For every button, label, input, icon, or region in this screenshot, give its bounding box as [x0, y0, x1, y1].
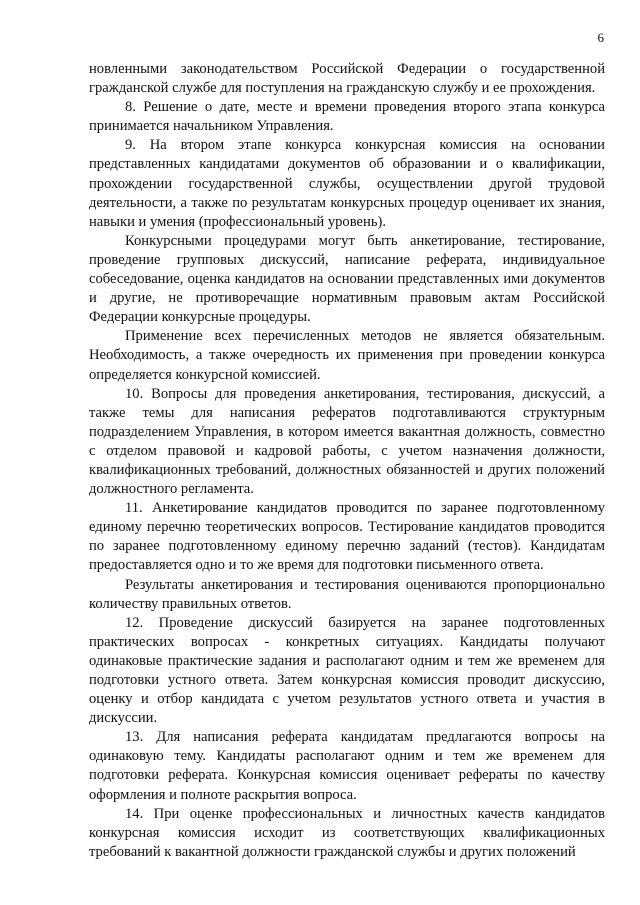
paragraph-item-10: 10. Вопросы для проведения анкетирования, тестирования, дискуссий, а также темы для написания рефератов подготавливаются структурным подразделением Управления, в котором имеется вакантная должность, совместно с отделом правовой и кадровой работы, с учетом назначения должности, квалификационных требований, должностных обязанностей и других положений должностного регламента.	[89, 385, 605, 498]
paragraph-item-11: 11. Анкетирование кандидатов проводится по заранее подготовленному единому перечню теоретических вопросов. Тестирование кандидатов проводится по заранее подготовленному единому перечню заданий (тестов). Кандидатам предоставляется одно и то же время для подготовки письменного ответа.	[89, 500, 605, 574]
paragraph-item-14: 14. При оценке профессиональных и личностных качеств кандидатов конкурсная комиссия исходит из соответствующих квалификационных требований к вакантной должности гражданской службы и других положений	[89, 805, 605, 860]
paragraph-continuation: новленными законодательством Российской Федерации о государственной гражданской службе для поступления на гражданскую службу и ее прохождения.	[89, 61, 605, 97]
paragraph-item-13: 13. Для написания реферата кандидатам предлагаются вопросы на одинаковую тему. Кандидаты располагают одним и тем же временем для подготовки реферата. Конкурсная комиссия оценивает рефераты по качеству оформления и полноте раскрытия вопроса.	[89, 729, 605, 803]
paragraph-item-8: 8. Решение о дате, месте и времени проведения второго этапа конкурса принимается начальником Управления.	[89, 99, 605, 135]
page-number: 6	[597, 30, 604, 45]
paragraph-procedures: Конкурсными процедурами могут быть анкетирование, тестирование, проведение групповых дискуссий, написание реферата, индивидуальное собеседование, оценка кандидатов на основании представленных ими документов и другие, не противоречащие нормативным правовым актам Российской Федерации конкурсные процедуры.	[89, 232, 605, 326]
paragraph-item-9: 9. На втором этапе конкурса конкурсная комиссия на основании представленных кандидатами документов об образовании и о квалификации, прохождении государственной службы, осуществлении другой трудовой деятельности, а также по результатам конкурсных процедур оценивает их знания, навыки и умения (профессиональный уровень).	[89, 137, 605, 230]
paragraph-results: Результаты анкетирования и тестирования оцениваются пропорционально количеству правильных ответов.	[89, 576, 605, 612]
paragraph-methods: Применение всех перечисленных методов не является обязательным. Необходимость, а также очередность их применения при проведении конкурса определяется конкурсной комиссией.	[89, 328, 605, 383]
paragraph-item-12: 12. Проведение дискуссий базируется на заранее подготовленных практических вопросах - конкретных ситуациях. Кандидаты получают одинаковые практические задания и располагают одним и тем же временем для подготовки устного ответа. Затем конкурсная комиссия проводит дискуссию, оценку и отбор кандидата с учетом результатов устного ответа и участия в дискуссии.	[89, 614, 605, 727]
document-body	[89, 60, 605, 862]
